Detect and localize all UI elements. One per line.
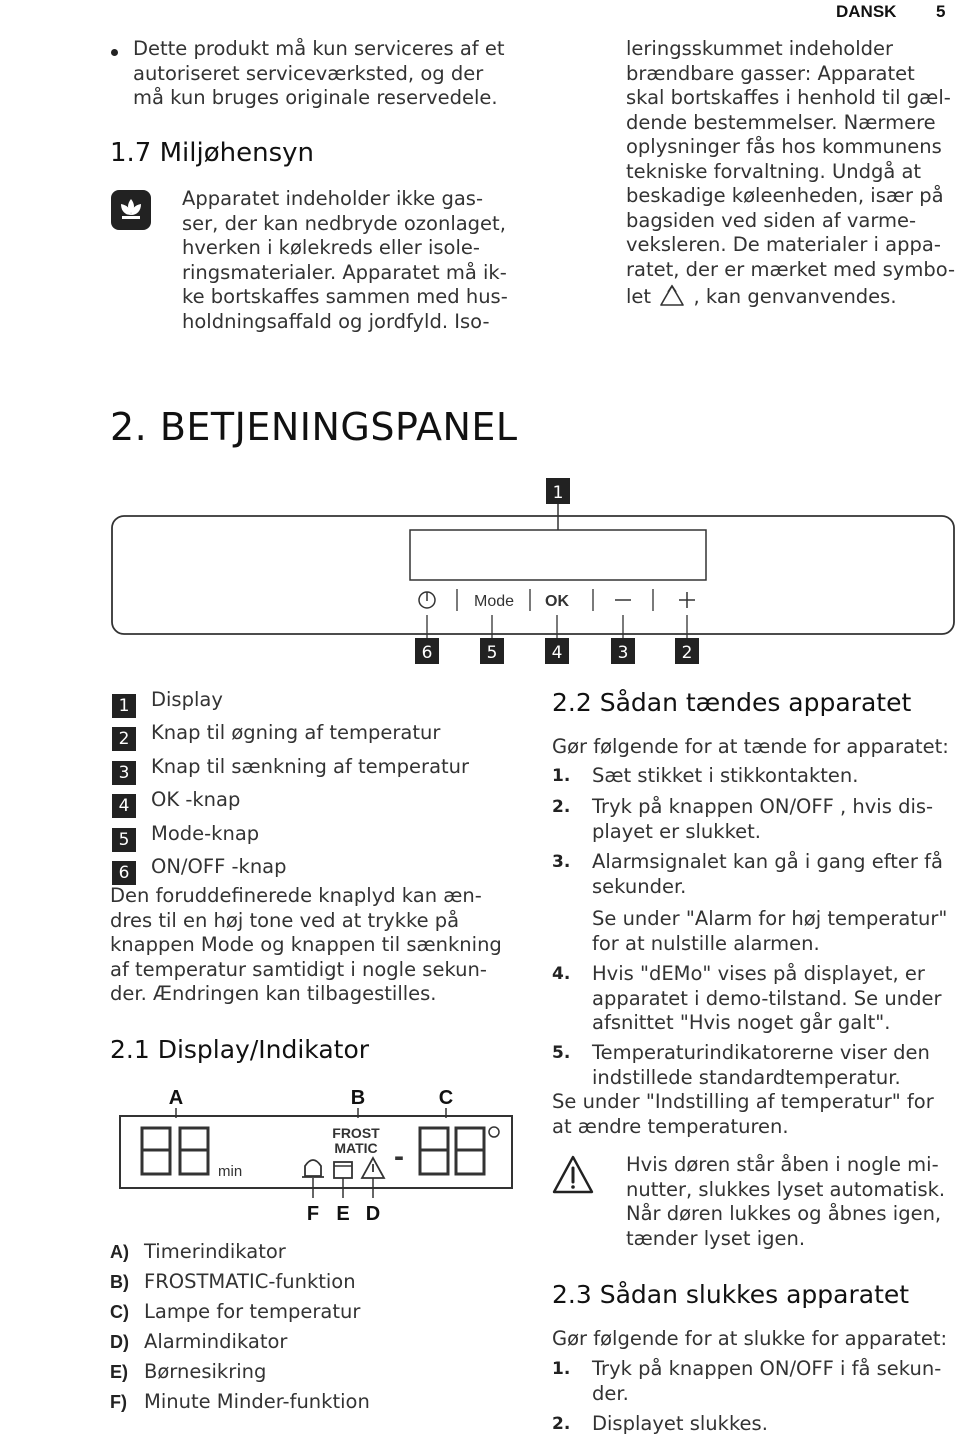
indicator-text: Minute Minder-funktion: [144, 1390, 370, 1413]
section-title-control-panel: 2. BETJENINGSPANEL: [110, 405, 518, 449]
text-line: leringsskummet indeholder: [626, 37, 894, 60]
indicator-letter: D): [110, 1332, 129, 1352]
step-text: Tryk på knappen ON/OFF i få sekun- der.: [592, 1357, 942, 1405]
text-line: knappen Mode og knappen til sænkning: [110, 933, 502, 956]
label-f: F: [306, 1203, 320, 1225]
recycling-icon: [657, 283, 687, 309]
callout-2-label: 2: [681, 643, 693, 663]
mode-button-label: Mode: [473, 593, 515, 610]
switch-on-intro: Gør følgende for at tænde for apparatet:: [552, 735, 949, 758]
step-text: Tryk på knappen ON/OFF , hvis dis- playet er slukket.: [592, 795, 934, 843]
text-line: af temperatur samtidigt i nogle sekun-: [110, 957, 487, 981]
legend-label: Knap til øgning af temperatur: [151, 721, 441, 744]
text-line: ke bortskaffes sammen med hus-: [182, 285, 508, 308]
text-line: tekniske forvaltning. Undgå at: [626, 159, 922, 183]
callout-5-label: 5: [486, 643, 498, 663]
legend-badge: 5: [112, 828, 136, 852]
step-number: 3.: [552, 852, 571, 872]
indicator-text: Alarmindikator: [144, 1330, 288, 1353]
legend-badge: 4: [112, 794, 136, 818]
control-panel-diagram: [100, 470, 960, 670]
legend-badge: 2: [112, 727, 136, 751]
text-line: Dette produkt må kun serviceres af et: [133, 37, 505, 60]
callout-4-label: 4: [551, 643, 563, 663]
text-line: Apparatet indeholder ikke gas-: [182, 187, 483, 210]
button-sound-note: [110, 884, 530, 1007]
switch-on-outro: Se under "Indstilling af temperatur" for at ændre temperaturen.: [552, 1090, 934, 1138]
legend-label: Knap til sænkning af temperatur: [151, 755, 470, 778]
warning-icon: [551, 1154, 595, 1196]
step-number: 2.: [552, 1414, 571, 1434]
timer-digits: [142, 1128, 208, 1174]
bullet-paragraph: [133, 37, 533, 111]
minus-sign: -: [394, 1140, 404, 1173]
step-number: 1.: [552, 1359, 571, 1379]
indicator-text: FROSTMATIC-funktion: [144, 1270, 356, 1293]
step-number: 4.: [552, 964, 571, 984]
step-number: 1.: [552, 766, 571, 786]
text-line: må kun bruges originale reservedele.: [133, 86, 498, 109]
legend-label: ON/OFF -knap: [151, 855, 287, 878]
text-line: beskadige køleenheden, især på: [626, 184, 944, 207]
min-unit: min: [218, 1163, 243, 1180]
bell-icon: [305, 1160, 321, 1176]
text-line: ratet, der er mærket med symbo-: [626, 257, 956, 281]
section-title-switch-off: 2.3 Sådan slukkes apparatet: [552, 1280, 910, 1309]
panel-outline: [112, 516, 954, 634]
indicator-letter: E): [110, 1362, 128, 1382]
step-text: Se under "Alarm for høj temperatur" for at nulstille alarmen.: [592, 907, 948, 955]
step-text: Alarmsignalet kan gå i gang efter få sekunder.: [592, 850, 943, 898]
indicator-letter: A): [110, 1242, 129, 1262]
label-e: E: [336, 1203, 350, 1225]
indicator-text: Lampe for temperatur: [144, 1300, 361, 1323]
environment-paragraph-continued: [626, 37, 956, 312]
bullet-dot: [111, 49, 118, 56]
page-number: 5: [936, 2, 946, 21]
text-line: veksleren. De materialer i appa-: [626, 233, 941, 256]
environment-paragraph: [182, 187, 542, 334]
section-title-environment: 1.7 Miljøhensyn: [110, 138, 314, 168]
label-c: C: [438, 1087, 454, 1109]
legend-label: Display: [151, 688, 223, 711]
text-line: Den foruddefinerede knaplyd kan æn-: [110, 884, 482, 907]
indicator-letter: B): [110, 1272, 129, 1292]
callout-6-label: 6: [421, 643, 433, 663]
section-title-switch-on: 2.2 Sådan tændes apparatet: [552, 688, 912, 717]
frost-text: FROST: [332, 1125, 380, 1141]
text-line-with-icon: let , kan genvanvendes.: [626, 285, 897, 308]
text-line: ringsmaterialer. Apparatet må ik-: [182, 260, 507, 284]
indicator-text: Timerindikator: [144, 1240, 286, 1263]
text-line: autoriseret serviceværksted, og der: [133, 61, 484, 85]
text-line: brændbare gasser: Apparatet: [626, 61, 915, 85]
text-line: skal bortskaffes i henhold til gæl-: [626, 86, 951, 109]
step-text: Sæt stikket i stikkontakten.: [592, 764, 859, 787]
label-b: B: [350, 1087, 366, 1109]
switch-off-intro: Gør følgende for at slukke for apparatet:: [552, 1327, 948, 1350]
text-line: dres til en høj tone ved at trykke på: [110, 908, 460, 932]
header-language: DANSK: [836, 2, 897, 21]
legend-badge: 1: [112, 694, 136, 718]
label-d: D: [365, 1203, 381, 1225]
warning-text: Hvis døren står åben i nogle mi- nutter, slukkes lyset automatisk. Når døren lukkes og åbnes igen, tænder lyset igen.: [626, 1153, 946, 1250]
text-line: ser, der kan nedbryde ozonlaget,: [182, 211, 506, 235]
text-line: holdningsaffald og jordfyld. Iso-: [182, 309, 490, 333]
text-line: der. Ændringen kan tilbagestilles.: [110, 982, 437, 1005]
indicator-text: Børnesikring: [144, 1360, 267, 1383]
lock-icon: [334, 1162, 352, 1178]
environment-flower-icon: [110, 189, 152, 231]
step-number: 5.: [552, 1043, 571, 1063]
callout-1-label: 1: [552, 483, 564, 503]
ok-button-label: OK: [545, 593, 569, 610]
legend-label: OK -knap: [151, 788, 241, 811]
step-text: Temperaturindikatorerne viser den indstillede standardtemperatur.: [592, 1041, 930, 1089]
legend-badge: 3: [112, 761, 136, 785]
degree-icon: [489, 1127, 499, 1137]
step-text: Displayet slukkes.: [592, 1412, 768, 1435]
matic-text: MATIC: [334, 1140, 378, 1156]
step-number: 2.: [552, 797, 571, 817]
label-a: A: [168, 1087, 184, 1109]
display-indicator-diagram: [110, 1080, 520, 1230]
step-text: Hvis "dEMo" vises på displayet, er apparatet i demo-tilstand. Se under afsnittet "Hvis noget går galt".: [592, 962, 942, 1034]
legend-badge: 6: [112, 861, 136, 885]
legend-label: Mode-knap: [151, 822, 260, 845]
text-line: hverken i kølekreds eller isole-: [182, 236, 480, 259]
text-line: oplysninger fås hos kommunens: [626, 135, 942, 158]
temperature-digits: [420, 1128, 484, 1174]
section-title-display: 2.1 Display/Indikator: [110, 1035, 370, 1064]
text-line: bagsiden ved siden af varme-: [626, 208, 917, 232]
text-line: dende bestemmelser. Nærmere: [626, 110, 936, 134]
callout-3-label: 3: [617, 643, 629, 663]
display-window: [410, 530, 706, 580]
indicator-letter: F): [110, 1392, 127, 1412]
indicator-letter: C): [110, 1302, 129, 1322]
